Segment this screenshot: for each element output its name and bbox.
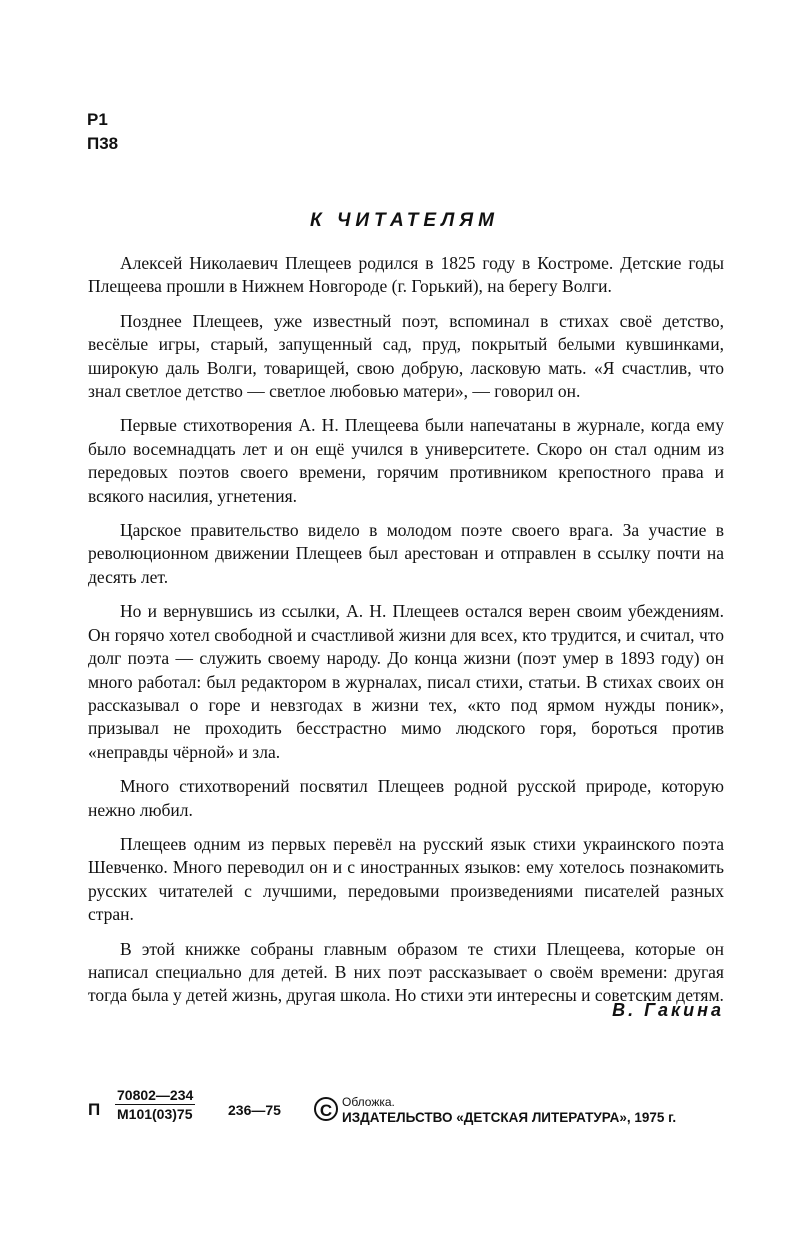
page-title: К ЧИТАТЕЛЯМ	[309, 210, 499, 231]
cover-note: Обложка.	[342, 1095, 395, 1109]
imprint-numerator: 70802—234	[117, 1087, 194, 1103]
imprint-fraction	[115, 1087, 195, 1122]
publication-imprint	[88, 1085, 728, 1135]
publisher-line: ИЗДАТЕЛЬСТВО «ДЕТСКАЯ ЛИТЕРАТУРА», 1975 г.	[342, 1110, 677, 1125]
paragraph: Но и вернувшись из ссылки, А. Н. Плещеев остался верен своим убеждениям. Он горячо хотел свободной и счастливой жизни для всех, кто трудится, и считал, что долг поэта — служить своему народу. До конца жизни (поэт умер в 1893 году) он много работал: был редактором в журналах, писал стихи, статьи. В стихах своих он рассказывал о горе и невзгодах в жизни тех, «кто под ярмом нужды поник», призывал не проходить бесстрастно мимо людского горя, бороться против «неправды чёрной» и зла.	[88, 601, 724, 762]
classification-code	[87, 108, 118, 156]
paragraph: Алексей Николаевич Плещеев родился в 1825 году в Костроме. Детские годы Плещеева прошли в Нижнем Новгороде (г. Горький), на берегу Волги.	[88, 253, 724, 297]
imprint-price-code: 236—75	[228, 1102, 281, 1118]
paragraph: Первые стихотворения А. Н. Плещеева были напечатаны в журнале, когда ему было восемнадцать лет и он ещё учился в университете. Скоро он стал одним из передовых поэтов своего времени, горячим противником крепостного права и всякого насилия, угнетения.	[88, 415, 724, 506]
paragraph: Много стихотворений посвятил Плещеев родной русской природе, которую нежно любил.	[88, 776, 724, 820]
paragraph: Позднее Плещеев, уже известный поэт, вспоминал в стихах своё детство, весёлые игры, старый, запущенный сад, пруд, покрытый белыми кувшинками, широкую даль Волги, товарищей, свою добрую, ласковую мать. «Я счастлив, что знал светлое детство — светлое любовью матери», — говорил он.	[88, 310, 724, 402]
imprint-index-letter: П	[88, 1100, 101, 1119]
imprint-denominator: М101(03)75	[117, 1106, 193, 1122]
paragraph: Плещеев одним из первых перевёл на русский язык стихи украинского поэта Шевченко. Много переводил он и с иностранных языков: ему хотелось познакомить русских читателей с лучшими, передовыми произведениями писателей разных стран.	[88, 833, 724, 925]
copyright-icon: C	[314, 1097, 338, 1121]
paragraph: Царское правительство видело в молодом поэте своего врага. За участие в революционном движении Плещеев был арестован и отправлен в ссылку почти на десять лет.	[88, 520, 724, 587]
foreword-body	[88, 252, 724, 1019]
classification-line-1: Р1	[87, 110, 108, 129]
author-signature: В. Гакина	[612, 1000, 724, 1020]
paragraph: В этой книжке собраны главным образом те стихи Плещеева, которые он написал специально для детей. В них поэт рассказывает о своём времени: другая тогда была у детей жизнь, другая школа. Но стихи эти интересны и советским детям.	[88, 938, 724, 1006]
classification-line-2: П38	[87, 134, 119, 153]
